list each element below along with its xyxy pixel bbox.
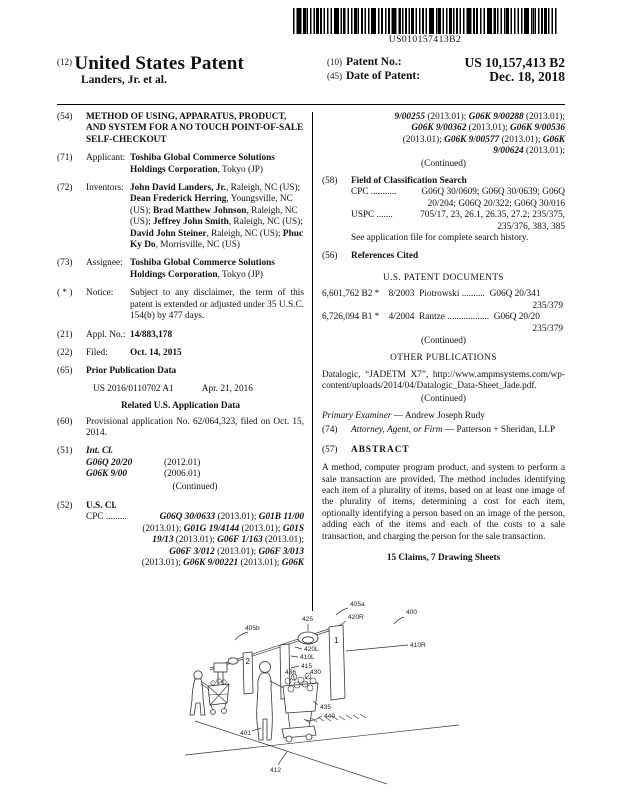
filed-value: Oct. 14, 2015 xyxy=(130,347,182,358)
section-number: (51) xyxy=(57,446,73,457)
date-of-patent-value: Dec. 18, 2018 xyxy=(489,69,565,85)
section-60-provisional xyxy=(57,417,304,440)
section-number: (56) xyxy=(322,251,338,262)
abstract-text: A method, computer program product, and system to perform a sale transaction are provided. The method includes identifying each item of a plurality of items, based on at least one image of the plurality of items, determining a cost for each item, optionally identifying a person based on an image of the person, adding each of the items and each of the costs to a sale transaction, and charging the person for the sale transaction. xyxy=(322,463,565,542)
cpc-classes: (2013.01); G06K 9/00221 (2013.01); G06K xyxy=(141,558,304,568)
figure-label-436: 436 xyxy=(285,669,297,676)
figure-label-415: 415 xyxy=(301,663,313,670)
cpc-continuation-block xyxy=(322,112,565,170)
field-code-12: (12) xyxy=(57,57,72,67)
patent-no-value: US 10,157,413 B2 xyxy=(464,55,565,70)
attorney-line: Attorney, Agent, or Firm — Patterson + Sheridan, LLP xyxy=(351,425,556,436)
section-number: (57) xyxy=(322,444,338,455)
section-number: (72) xyxy=(57,183,73,194)
section-73-assignee xyxy=(57,258,304,281)
applicant-value: Toshiba Global Commerce Solutions Holdings Corporation, Tokyo (JP) xyxy=(130,153,275,175)
cpc-leader: CPC ........... xyxy=(351,187,397,198)
header xyxy=(57,53,565,87)
continued-note: (Continued) xyxy=(421,393,466,404)
figure-drawing xyxy=(152,598,468,795)
section-number: (22) xyxy=(57,347,73,358)
section-number: ( * ) xyxy=(57,288,73,299)
section-58-field-search xyxy=(322,176,565,244)
figure-panel-1: 1 xyxy=(334,636,339,645)
section-number: (73) xyxy=(57,258,73,269)
barcode-number: US010157413B2 xyxy=(388,35,462,45)
figure-label-412: 412 xyxy=(270,767,282,774)
cpc-search-classes: G06Q 30/0609; G06Q 30/0639; G06Q xyxy=(421,187,565,198)
section-number: (74) xyxy=(322,425,338,436)
section-52-us-cl xyxy=(57,501,304,569)
publication-date: Apr. 21, 2016 xyxy=(201,383,253,394)
section-72-inventors xyxy=(57,183,304,251)
figure-label-410R: 410R xyxy=(410,642,426,649)
figure-label-420R: 420R xyxy=(348,614,364,621)
field-code-45: (45) xyxy=(327,71,342,82)
notice-text: Subject to any disclaimer, the term of this patent is extended or adjusted under 35 U.S.C. 154(b) by 477 days. xyxy=(130,288,304,322)
continued-note: (Continued) xyxy=(421,335,466,346)
section-number: (65) xyxy=(57,366,73,377)
barcode-block xyxy=(293,8,557,46)
us-patent-docs-heading: U.S. PATENT DOCUMENTS xyxy=(382,272,504,283)
right-column xyxy=(313,112,565,611)
section-65-prior-publication xyxy=(57,366,304,395)
int-cl-code: G06Q 20/20 xyxy=(86,457,133,468)
figure-label-410L: 410L xyxy=(300,654,315,661)
figure-label-405b: 405b xyxy=(245,625,260,632)
section-54-title xyxy=(57,112,304,146)
section-22-filed xyxy=(57,348,304,359)
figure-label-401: 401 xyxy=(240,730,252,737)
figure-label-405a: 405a xyxy=(350,601,365,608)
uspc-leader: USPC ....... xyxy=(351,210,393,221)
cpc-classes: 19/13 (2013.01); G06F 1/163 (2013.01); xyxy=(152,535,304,546)
cpc-classes: G06Q 30/0633 (2013.01); G01B 11/00 xyxy=(159,512,304,523)
section-57-abstract xyxy=(322,445,565,565)
inventors-label: Inventors: xyxy=(86,183,124,194)
page-title: United States Patent xyxy=(74,53,245,74)
us-cl-label: U.S. Cl. xyxy=(86,500,117,511)
continued-note: (Continued) xyxy=(172,481,218,492)
related-data-heading: Related U.S. Application Data xyxy=(120,401,241,412)
figure-label-425: 425 xyxy=(302,616,314,623)
section-number: (21) xyxy=(57,329,73,340)
publication-number: US 2016/0110702 A1 xyxy=(93,383,174,394)
appl-no-value: 14/883,178 xyxy=(130,329,173,340)
figure-label-435: 435 xyxy=(320,704,332,711)
prior-pub-heading: Prior Publication Data xyxy=(86,366,177,377)
assignee-label: Assignee: xyxy=(86,258,123,269)
continued-note: (Continued) xyxy=(421,158,466,169)
section-21-appl-no xyxy=(57,330,304,341)
cpc-classes: G06K 9/00362 (2013.01); G06K 9/00536 xyxy=(411,123,565,134)
barcode-image xyxy=(293,8,557,34)
inventors-value: John David Landers, Jr., Raleigh, NC (US); Dean Frederick Herring, Youngsville, NC (US); Brad Matthew Johnson, Raleigh, NC (US); Jeffrey John Smith, Raleigh, NC (US); David John Steiner, Raleigh, NC (US); Phuc Ky Do, Morrisville, NC (US) xyxy=(130,183,304,251)
reference-row: 6,601,762 B2 * 8/2003 Piotrowski .......... G06Q 20/341 xyxy=(322,289,541,300)
header-divider xyxy=(57,104,565,105)
filed-label: Filed: xyxy=(86,347,108,358)
assignee-value: Toshiba Global Commerce Solutions Holdings Corporation, Tokyo (JP) xyxy=(130,258,275,280)
section-number: (60) xyxy=(57,416,73,427)
figure-label-420L: 420L xyxy=(304,646,319,653)
reference-subclass: 235/379 xyxy=(532,300,563,311)
cpc-search-classes: 20/204; G06Q 20/322; G06Q 30/016 xyxy=(427,198,565,209)
cpc-classes: (2013.01); G01G 19/4144 (2013.01); G01S xyxy=(142,523,304,534)
section-71-applicant xyxy=(57,153,304,176)
reference-subclass: 235/379 xyxy=(532,323,563,334)
applicant-label: Applicant: xyxy=(86,153,126,164)
invention-title: METHOD OF USING, APPARATUS, PRODUCT, AND SYSTEM FOR A NO TOUCH POINT-OF-SALE SELF-CHECKOUT xyxy=(86,112,304,145)
inventor-short-line: Landers, Jr. et al. xyxy=(81,74,167,87)
section-56-references xyxy=(322,251,565,404)
section-51-int-cl xyxy=(57,446,304,499)
figure-panel-2: 2 xyxy=(245,657,250,666)
other-publications-heading: OTHER PUBLICATIONS xyxy=(390,353,497,364)
reference-row: 6,726,094 B1 * 4/2004 Rantze .................. G06Q 20/20 xyxy=(322,312,540,323)
patent-no-label: Patent No.: xyxy=(346,56,402,68)
int-cl-date: (2012.01) xyxy=(164,457,201,468)
cpc-classes: 9/00624 (2013.01); xyxy=(493,146,565,157)
section-notice xyxy=(57,288,304,322)
figure-label-440: 440 xyxy=(324,713,336,720)
figure-label-400: 400 xyxy=(406,609,418,616)
other-publication-entry: Datalogic, “JADETM X7”, http://www.ampmsystems.com/wp-content/uploads/2014/04/Datalogic_Data-Sheet_Jade.pdf. xyxy=(322,369,565,392)
int-cl-code: G06K 9/00 xyxy=(86,469,128,480)
section-74-attorney xyxy=(322,425,565,436)
section-number: (71) xyxy=(57,153,73,164)
appl-no-label: Appl. No.: xyxy=(86,329,126,340)
abstract-heading: ABSTRACT xyxy=(351,444,410,455)
int-cl-date: (2006.01) xyxy=(164,469,201,480)
section-number: (54) xyxy=(57,112,73,122)
references-heading: References Cited xyxy=(351,251,419,262)
left-column xyxy=(57,112,313,611)
figure-label-430: 430 xyxy=(310,669,322,676)
uspc-search-classes: 235/376, 383, 385 xyxy=(497,221,565,232)
search-history-note: See application file for complete search history. xyxy=(351,233,529,244)
uspc-search-classes: 705/17, 23, 26.1, 26.35, 27.2; 235/375, xyxy=(420,210,565,221)
int-cl-label: Int. Cl. xyxy=(86,446,114,457)
cpc-classes: 9/00255 (2013.01); G06K 9/00288 (2013.01); xyxy=(394,112,565,122)
section-number: (52) xyxy=(57,500,73,511)
cpc-classes: G06F 3/012 (2013.01); G06F 3/013 xyxy=(169,546,304,557)
cpc-classes: (2013.01); G06K 9/00577 (2013.01); G06K xyxy=(402,134,565,145)
body-columns xyxy=(57,112,565,611)
section-number: (58) xyxy=(322,176,338,187)
field-search-heading: Field of Classification Search xyxy=(351,176,467,187)
notice-label: Notice: xyxy=(86,288,114,299)
date-of-patent-label: Date of Patent: xyxy=(346,70,421,83)
claims-summary: 15 Claims, 7 Drawing Sheets xyxy=(386,553,501,563)
provisional-text: Provisional application No. 62/064,323, filed on Oct. 15, 2014. xyxy=(86,416,304,438)
cpc-leader: CPC ......... xyxy=(86,512,127,523)
primary-examiner-line: Primary Examiner — Andrew Joseph Rudy xyxy=(322,410,485,421)
field-code-10: (10) xyxy=(327,57,342,67)
